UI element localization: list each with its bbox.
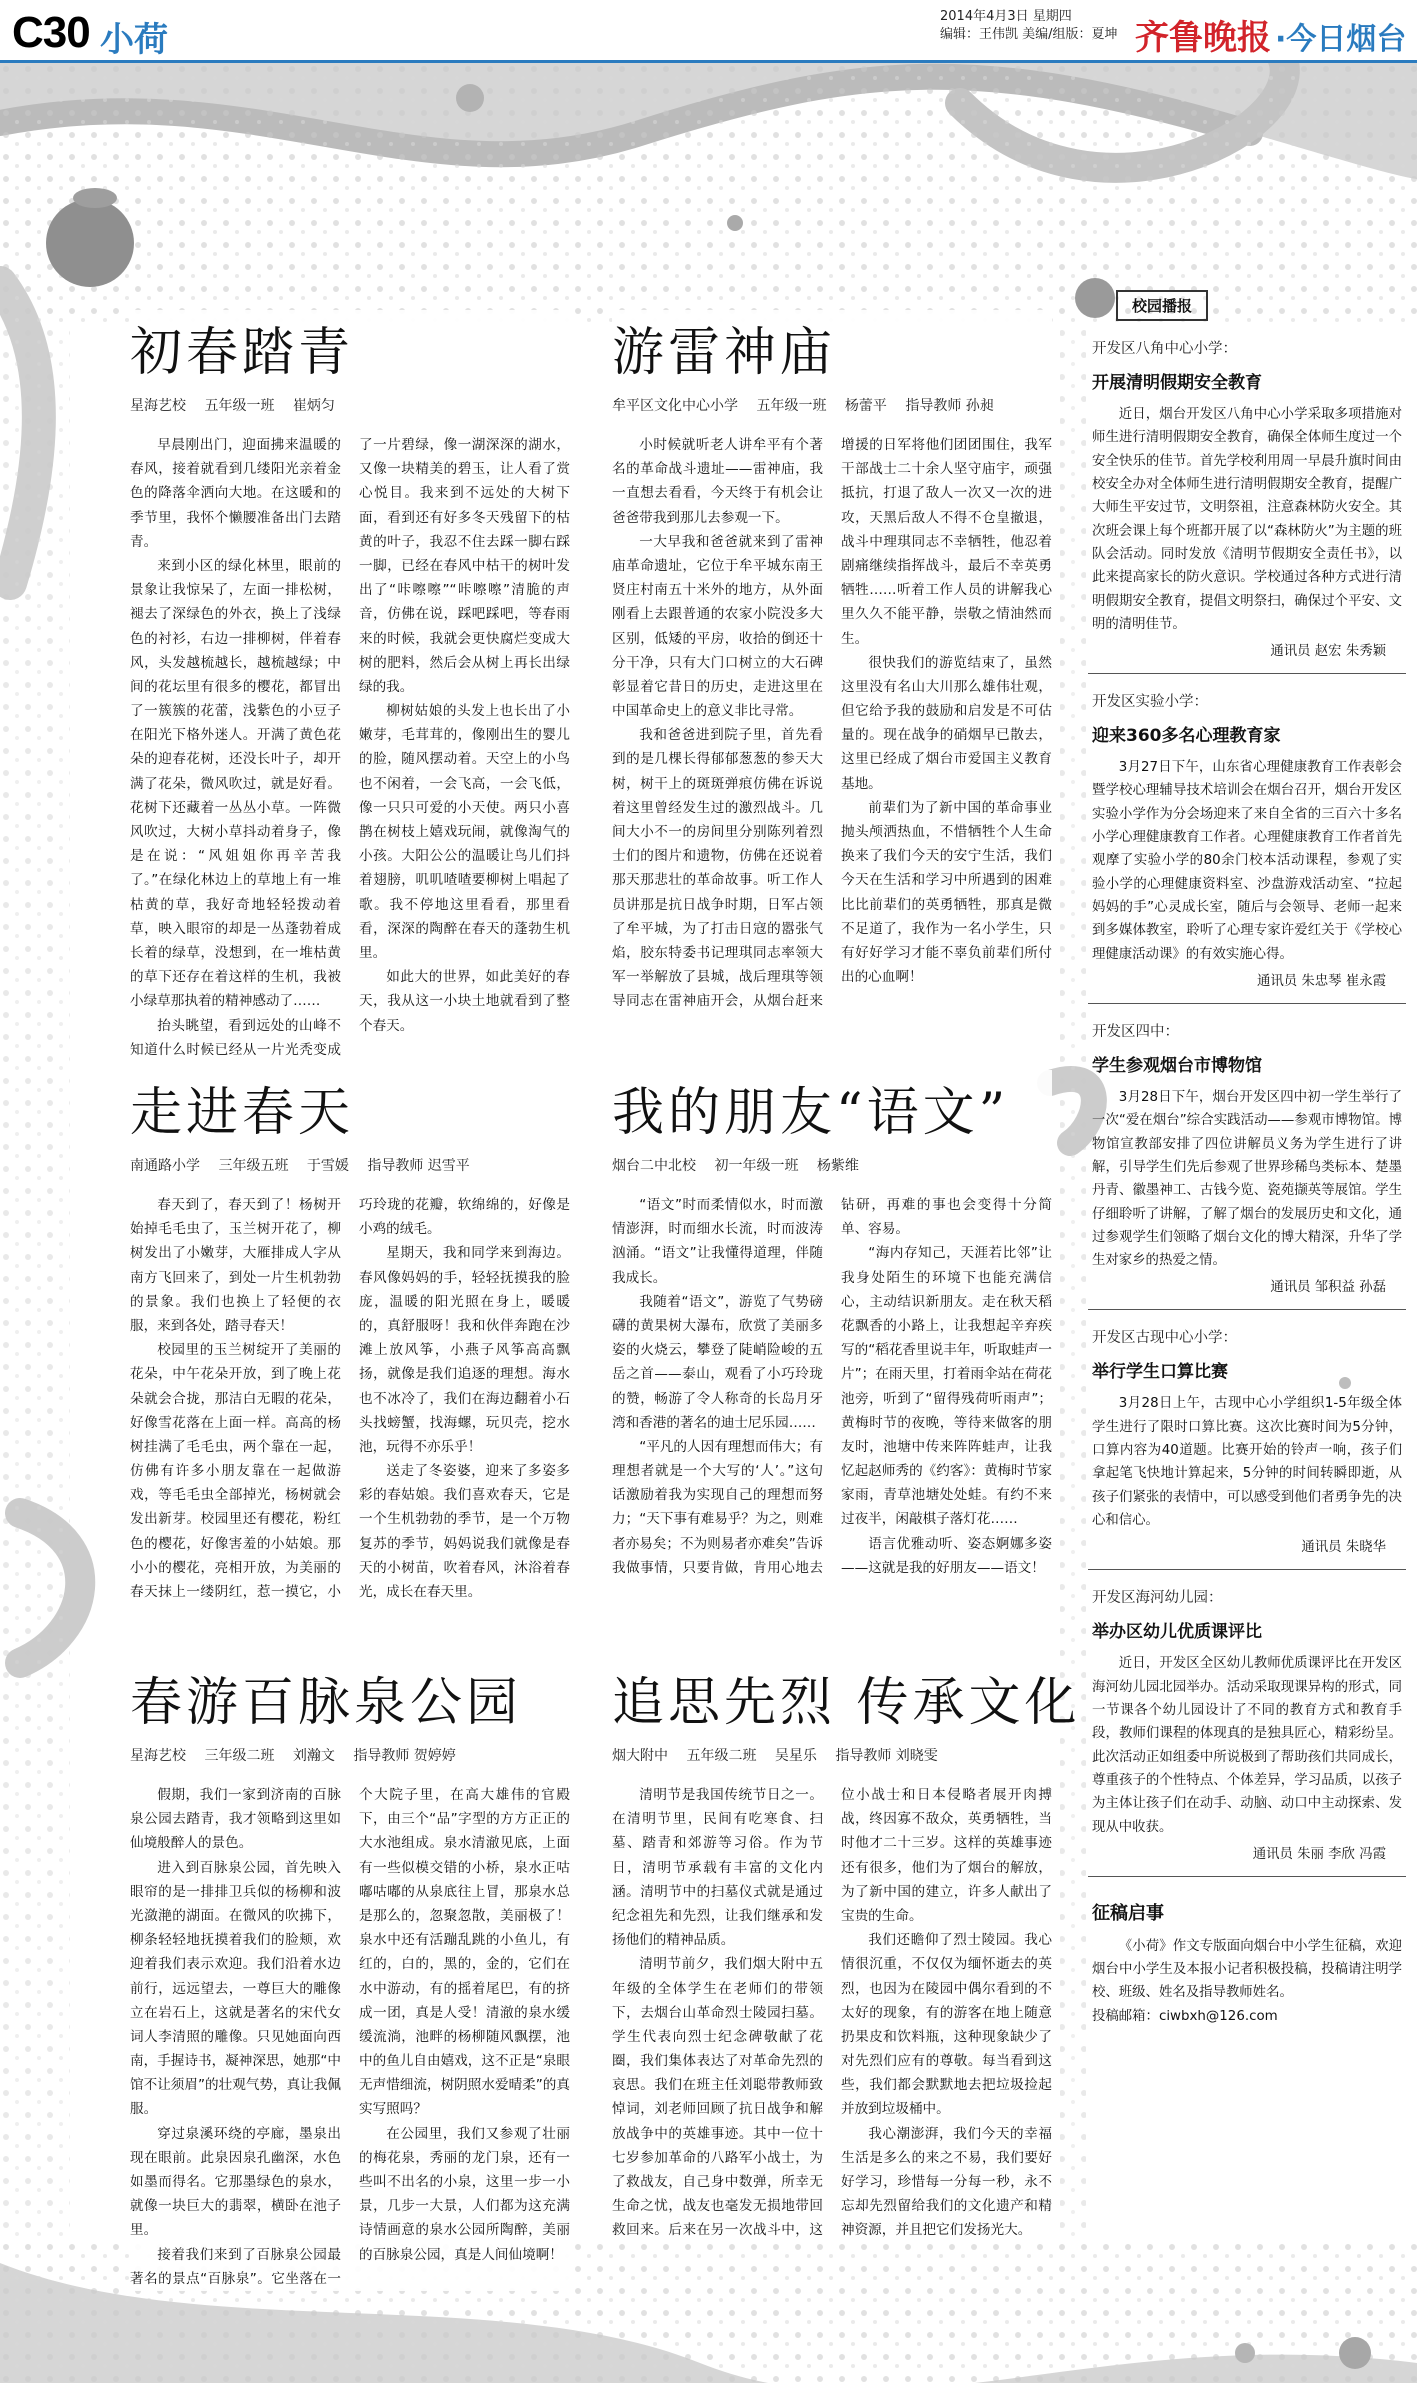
news-brief xyxy=(1088,1020,1406,1311)
article-paragraph: 我随着“语文”，游览了气势磅礴的黄果树大瀑布，欣赏了美丽多姿的火烧云，攀登了陡峭险峻的五岳之首——泰山，观看了小巧玲珑的赞，畅游了令人称奇的长岛月牙湾和香港的著名的迪士尼乐园…… xyxy=(612,1293,823,1431)
byline-author: 杨紫维 xyxy=(816,1158,859,1174)
byline-author: 吴星乐 xyxy=(774,1748,817,1764)
article-title: 初春踏青 xyxy=(130,323,355,383)
byline-author: 于雪媛 xyxy=(306,1158,349,1174)
brief-divider xyxy=(1088,673,1406,674)
brief-title: 开展清明假期安全教育 xyxy=(1092,373,1262,393)
article-paragraph: 穿过泉溪环绕的亭廊，墨泉出现在眼前。此泉因泉孔幽深，水色如墨而得名。它那墨绿色的泉水，就像一块巨大的翡翠，横卧在池子里。 xyxy=(130,2125,341,2239)
call-for-submissions xyxy=(1088,1899,1406,2024)
article-paragraph: 清明节是我国传统节日之一。在清明节里，民间有吃寒食、扫墓、踏青和郊游等习俗。作为节日，清明节承载有丰富的文化内涵。清明节中的扫墓仪式就是通过纪念祖先和先烈，让我们继承和发扬他们的精神品质。 xyxy=(612,1787,823,1949)
article-byline xyxy=(130,1745,570,1765)
byline-school: 烟台二中北校 xyxy=(612,1158,696,1174)
brief-divider xyxy=(1088,1309,1406,1310)
brief-text: 近日，烟台开发区八角中心小学采取多项措施对师生进行清明假期安全教育，确保全体师生度过一个安全快乐的佳节。首先学校利用周一早晨升旗时间由校安全办对全体师生进行清明假期安全教育，提醒广大师生平安过节，文明祭祖，注意森林防火安全。其次班会课上每个班都开展了以“森林防火”为主题的班队会活动。同时发放《清明节假期安全责任书》，以此来提高家长的防火意识。学校通过各种方式进行清明假期安全教育，提倡文明祭扫，确保过个平安、文明的清明佳节。 xyxy=(1092,407,1402,632)
byline-grade: 五年级一班 xyxy=(756,398,827,414)
brief-text: 3月27日下午，山东省心理健康教育工作表彰会暨学校心理辅导技术培训会在烟台召开，烟台开发区实验小学作为分会场迎来了来自全省的三百六十多名小学心理健康教育工作者。心理健康教育工作者首先观摩了实验小学的80余门校本活动课程，参观了实验小学的心理健康资料室、沙盘游戏活动室、“拉起妈妈的手”心灵成长室，随后与会领导、老师一起来到多媒体教室，聆听了心理专家许爱红关于《学校心理健康活动课》的有效实施心得。 xyxy=(1092,760,1402,962)
brief-school: 开发区古现中心小学： xyxy=(1092,1330,1237,1347)
article-byline xyxy=(130,1155,570,1175)
sidebar-heading: 校园播报 xyxy=(1116,290,1208,321)
article-paragraph: 一大早我和爸爸就来到了雷神庙革命遗址，它位于牟平城东南王贤庄村南五十米外的地方，从外面刚看上去跟普通的农家小院没多大区别，低矮的平房，收拾的倒还十分干净，只有大门口树立的大石碑彰显着它昔日的历史，走进这里在中国革命史上的意义非比寻常。 xyxy=(612,533,823,720)
article-body xyxy=(612,433,1052,1014)
brief-reporter: 通讯员 朱丽 李欣 冯霞 xyxy=(1252,1846,1386,1862)
brief-reporter: 通讯员 朱晓华 xyxy=(1301,1540,1386,1556)
article-remember-martyrs xyxy=(612,1660,1081,2243)
byline-author: 刘瀚文 xyxy=(292,1748,335,1764)
brief-divider xyxy=(1088,1569,1406,1570)
newspaper-logo: 齐鲁晚报 xyxy=(1135,18,1271,58)
article-paragraph: 早晨刚出门，迎面拂来温暖的春风，接着就看到几缕阳光亲着金色的降落伞洒向大地。在这暖和的季节里，我怀个懒腰准备出门去踏青。 xyxy=(130,437,341,550)
article-paragraph: 很快我们的游览结束了，虽然这里没有名山大川那么雄伟壮观，但它给予我的鼓励和启发是不可估量的。现在战争的硝烟早已散去，这里已经成了烟台市爱国主义教育基地。 xyxy=(841,654,1052,792)
brief-school: 开发区实验小学： xyxy=(1092,694,1208,711)
article-into-spring xyxy=(130,1070,570,1604)
byline-school: 南通路小学 xyxy=(130,1158,200,1174)
article-title: 春游百脉泉公园 xyxy=(130,1673,523,1733)
byline-school: 星海艺校 xyxy=(130,398,186,414)
article-title: 游雷神庙 xyxy=(612,323,837,383)
article-paragraph: 在公园里，我们又参观了壮丽的梅花泉，秀丽的龙门泉，还有一些叫不出名的小泉，这里一步一小景，几步一大景，人们都为这充满诗情画意的泉水公园所陶醉，美丽的百脉泉公园，真是人间仙境啊！ xyxy=(359,2125,570,2263)
byline-school: 星海艺校 xyxy=(130,1748,186,1764)
article-paragraph: 抬头眺望，看到远处的山峰不知道什么时候已经从一片光秃变成了一片碧绿，像一湖深深的湖水，又像一块精美的碧玉，让人看了赏心悦目。我来到不远处的大树下面，看到还有好多冬天残留下的枯黄的叶子，我忍不住去踩一脚右踩一脚，已经在春风中枯干的树叶发出了“咔嚓嚓”“咔嚓嚓”清脆的声音，仿佛在说，踩吧踩吧，等春雨来的时候，我就会更快腐烂变成大树的肥料，然后会从树上再长出绿绿的我。 xyxy=(130,437,570,1058)
brief-title: 举行学生口算比赛 xyxy=(1092,1362,1228,1383)
byline-grade: 三年级五班 xyxy=(218,1158,289,1174)
article-paragraph: 前辈们为了新中国的革命事业抛头颅洒热血，不惜牺牲个人生命换来了我们今天的安宁生活，我们今天在生活和学习中所遇到的困难比比前辈们的英勇牺牲，那真是微不足道了，我作为一名小学生，只有好好学习才能不辜负前辈们所付出的心血啊！ xyxy=(841,799,1052,986)
article-paragraph: 接着我们来到了百脉泉公园最著名的景点“百脉泉”。它坐落在一个大院子里，在高大雄伟的官殿下，由三个“品”字型的方方正正的大水池组成。泉水清澈见底，上面有一些似模交错的小桥，泉水正咕嘟咕嘟的从泉底往上冒，那泉水总是那么的，忽聚忽散，美丽极了！泉水中还有活蹦乱跳的小鱼儿，有红的，白的，黑的，金的，它们在水中游动，有的摇着尾巴，有的挤成一团，真是人受！清澈的泉水缓缓流淌，池畔的杨柳随风飘摆，池中的鱼儿自由嬉戏，这不正是“泉眼无声惜细流，树阴照水爱晴柔”的真实写照吗？ xyxy=(130,1787,570,2287)
edition-name: ·今日烟台 xyxy=(1275,22,1407,57)
article-paragraph: 星期天，我和同学来到海边。春风像妈妈的手，轻轻抚摸我的脸庞，温暖的阳光照在身上，暖暖的，真舒服呀！我和伙伴奔跑在沙滩上放风筝，小燕子风筝高高飘扬，就像是我们追逐的理想。海水也不冰冷了，我们在海边翻着小石头找螃蟹，找海螺，玩贝壳，挖水池，玩得不亦乐乎！ xyxy=(359,1245,570,1455)
byline-grade: 五年级一班 xyxy=(204,398,275,414)
article-paragraph: “语文”时而柔情似水，时而激情澎湃，时而细水长流，时而波涛汹涌。“语文”让我懂得道理，伴随我成长。 xyxy=(612,1197,823,1286)
brief-title: 学生参观烟台市博物馆 xyxy=(1092,1055,1262,1076)
byline-grade: 三年级二班 xyxy=(204,1748,275,1764)
byline-author: 杨蕾平 xyxy=(844,398,887,414)
article-byline xyxy=(130,395,570,415)
article-paragraph: 我们还瞻仰了烈士陵园。我心情很沉重，不仅仅为缅怀逝去的英烈，也因为在陵园中偶尔看到的不太好的现象，有的游客在地上随意扔果皮和饮料瓶，这种现象缺少了对先烈们应有的尊敬。每当看到这些，我们都会默默地去把垃圾捡起并放到垃圾桶中。 xyxy=(841,1932,1052,2118)
article-body xyxy=(130,433,570,1062)
news-brief xyxy=(1088,1586,1406,1877)
article-paragraph: 我心潮澎湃，我们今天的幸福生活是多么的来之不易，我们要好好学习，珍惜每一分每一秒，永不忘却先烈留给我们的文化遗产和精神资源，并且把它们发扬光大。 xyxy=(841,2125,1052,2239)
byline-school: 烟大附中 xyxy=(612,1748,668,1764)
byline-school: 牟平区文化中心小学 xyxy=(612,398,738,414)
call-text: 《小荷》作文专版面向烟台中小学生征稿，欢迎烟台中小学生及本报小记者积极投稿，投稿请注明学校、班级、姓名及指导教师姓名。 xyxy=(1092,1938,1402,2001)
article-paragraph: 来到小区的绿化林里，眼前的景象让我惊呆了，左面一排松树，褪去了深绿色的外衣，换上了浅绿色的衬衫，右边一排柳树，伴着春风，头发越梳越长，越梳越绿；中间的花坛里有很多的樱花，都冒出了一簇簇的花蕾，浅紫色的小豆子在阳光下格外迷人。开满了黄色花朵的迎春花树，还没长叶子，却开满了花朵，微风吹过，就是好看。花树下还藏着一丛丛小草。一阵微风吹过，大树小草抖动着身子，像是在说：“风姐姐你再辛苦我了。”在绿化林边上的草地上有一堆枯黄的草，我好奇地轻轻拨动着草，映入眼帘的却是一丛蓬勃着成长着的绿草，没想到，在一堆枯黄的草下还存在着这样的生机，我被小绿草那执着的精神感动了…… xyxy=(130,557,341,1010)
campus-news-sidebar xyxy=(1088,290,1406,2024)
brief-reporter: 通讯员 朱忠琴 崔永霞 xyxy=(1256,973,1386,989)
article-body xyxy=(130,1193,570,1604)
brief-title: 迎来360多名心理教育家 xyxy=(1092,726,1281,747)
page-number: C30 xyxy=(12,8,90,57)
brief-divider xyxy=(1088,1003,1406,1004)
byline-grade: 初一年级一班 xyxy=(714,1158,799,1174)
byline-grade: 五年级二班 xyxy=(686,1748,757,1764)
byline-author: 崔炳匀 xyxy=(292,398,335,414)
article-paragraph: 春天到了，春天到了！杨树开始掉毛毛虫了，玉兰树开花了，柳树发出了小嫩芽，大雁排成人字从南方飞回来了，到处一片生机勃勃的景象。我们也换上了轻便的衣服，来到各处，踏寻春天！ xyxy=(130,1197,341,1334)
brief-reporter: 通讯员 邹积益 孙磊 xyxy=(1270,1280,1386,1296)
brief-reporter: 通讯员 赵宏 朱秀颖 xyxy=(1270,644,1386,660)
byline-teacher: 指导教师 迟雪平 xyxy=(367,1158,470,1174)
article-paragraph: “海内存知己，天涯若比邻”让我身处陌生的环境下也能充满信心，主动结识新朋友。走在秋天稻花飘香的小路上，让我想起辛弃疾写的“稻花香里说丰年，听取蛙声一片”；在雨天里，打着雨伞站在荷花池旁，听到了“留得残荷听雨声”；黄梅时节的夜晚，等待来做客的朋友时，池塘中传来阵阵蛙声，让我忆起赵师秀的《约客》：黄梅时节家家雨，青草池塘处处蛙。有约不来过夜半，闲敲棋子落灯花…… xyxy=(841,1245,1052,1528)
issue-date: 2014年4月3日 星期四 xyxy=(940,9,1072,24)
article-paragraph: “平凡的人因有理想而伟大；有理想者就是一个大写的‘人’。”这句话激励着我为实现自己的理想而努力；“天下事有难易乎？为之，则难者亦易矣；不为则易者亦难矣”告诉我做事情，只要肯做，肯用心地去钻研，再难的事也会变得十分简单、容易。 xyxy=(612,1197,1052,1576)
issue-meta xyxy=(940,8,1118,44)
article-byline xyxy=(612,395,1052,415)
article-byline xyxy=(612,1745,1052,1765)
submission-email[interactable]: 投稿邮箱：ciwbxh@126.com xyxy=(1092,2008,1278,2024)
article-title: 走进春天 xyxy=(130,1083,355,1143)
article-paragraph: 小时候就听老人讲牟平有个著名的革命战斗遗址——雷神庙，我一直想去看看，今天终于有机会让爸爸带我到那儿去参观一下。 xyxy=(612,437,823,526)
news-brief xyxy=(1088,1326,1406,1570)
article-paragraph: 语言优雅动听、姿态婀娜多姿——这就是我的好朋友——语文！ xyxy=(841,1535,1052,1576)
article-paragraph: 如此大的世界，如此美好的春天，我从这一小块土地就看到了整个春天。 xyxy=(359,969,570,1034)
article-paragraph: 我和爸爸进到院子里，首先看到的是几棵长得郁郁葱葱的参天大树，树干上的斑斑弹痕仿佛在诉说着这里曾经发生过的激烈战斗。几间大小不一的房间里分别陈列着烈士们的图片和遗物，仿佛在还说着那天那悲壮的革命故事。听工作人员讲那是抗日战争时期，日军占领了牟平城，为了打击日寇的嚣张气焰，胶东特委书记理琪同志率领大军一举解放了县城，战后理琪等领导同志在雷神庙开会，从烟台赶来增援的日军将他们团团围住，我军干部战士二十余人坚守庙宇，顽强抵抗，打退了敌人一次又一次的进攻，天黑后敌人不得不仓皇撤退，战斗中理琪同志不幸牺牲，他忍着剧痛继续指挥战斗，最后不幸英勇牺牲……听着工作人员的讲解我心里久久不能平静，崇敬之情油然而生。 xyxy=(612,437,1052,1010)
article-baimai-spring-park xyxy=(130,1660,570,2291)
brief-text: 近日，开发区全区幼儿教师优质课评比在开发区海河幼儿园北园举办。活动采取现课异构的形式，同一节课各个幼儿园设计了不同的教育方式和教育手段，教师们课程的体现真的是独具匠心，精彩纷呈。此次活动正如组委中所说极到了帮助孩们共同成长，尊重孩子的个性特点、个体差异，学习品质，以孩子为主体让孩子们在动手、动脑、动口中主动探索、发现从中收获。 xyxy=(1092,1656,1402,1835)
byline-teacher: 指导教师 孙昶 xyxy=(905,398,994,414)
section-name: 小荷 xyxy=(100,20,168,60)
editors-line: 编辑：王伟凯 美编/组版：夏坤 xyxy=(940,27,1118,42)
article-leishen-temple xyxy=(612,310,1052,1014)
brief-school: 开发区八角中心小学： xyxy=(1092,341,1237,357)
news-brief xyxy=(1088,337,1406,674)
article-body xyxy=(130,1783,570,2291)
news-brief xyxy=(1088,690,1406,1004)
call-title: 征稿启事 xyxy=(1092,1902,1164,1924)
article-paragraph: 假期，我们一家到济南的百脉泉公园去踏青，我才领略到这里如仙境般醉人的景色。 xyxy=(130,1787,341,1852)
brief-divider xyxy=(1088,1876,1406,1877)
article-paragraph: 进入到百脉泉公园，首先映入眼帘的是一排排卫兵似的杨柳和波光潋滟的湖面。在微风的吹拂下，柳条轻轻地抚摸着我们的脸颊，欢迎着我们表示欢迎。我们沿着水边前行，远远望去，一尊巨大的雕像立在岩石上，这就是著名的宋代女词人李清照的雕像。只见她面向西南，手握诗书，凝神深思，她那“中馆不让须眉”的壮观气势，真让我佩服。 xyxy=(130,1859,341,2118)
masthead xyxy=(0,0,1417,62)
article-byline xyxy=(612,1155,1052,1175)
brief-text: 3月28日上午，古现中心小学组织1-5年级全体学生进行了限时口算比赛。这次比赛时间为5分钟，口算内容为40道题。比赛开始的铃声一响，孩子们拿起笔飞快地计算起来，5分钟的时间转瞬即逝，从孩子们紧张的表情中，可以感受到他们者勇争先的决心和信心。 xyxy=(1092,1396,1402,1528)
brief-title: 举办区幼儿优质课评比 xyxy=(1092,1622,1262,1643)
byline-teacher: 指导教师 贺婷婷 xyxy=(353,1748,456,1764)
article-paragraph: 校园里的玉兰树绽开了美丽的花朵，中午花朵开放，到了晚上花朵就会合拢，那洁白无暇的花朵，好像雪花落在上面一样。高高的杨树挂满了毛毛虫，两个靠在一起，仿佛有许多小朋友靠在一起做游戏，等毛毛虫全部掉光，杨树就会发出新芽。校园里还有樱花，粉红色的樱花，好像害羞的小姑娘。那小小的樱花，亮相开放，为美丽的春天抹上一缕阴红，惹一摸它，小巧玲珑的花瓣，软绵绵的，好像是小鸡的绒毛。 xyxy=(130,1197,570,1600)
article-paragraph: 清明节前夕，我们烟大附中五年级的全体学生在老师们的带领下，去烟台山革命烈士陵园扫墓。学生代表向烈士纪念碑敬献了花圈，我们集体表达了对革命先烈的哀思。我们在班主任刘聪带教师致悼词，刘老师回顾了抗日战争和解放战争中的英雄事迹。其中一位十七岁参加革命的八路军小战士，为了救战友，自己身中数弹，所幸无生命之忧，战友也毫发无损地带回救回来。后来在另一次战斗中，这位小战士和日本侵略者展开肉搏战，终因寡不敌众，英勇牺牲，当时他才二十三岁。这样的英雄事迹还有很多，他们为了烟台的解放，为了新中国的建立，许多人献出了宝贵的生命。 xyxy=(612,1787,1052,2239)
article-body xyxy=(612,1783,1052,2243)
brief-school: 开发区四中： xyxy=(1092,1023,1179,1040)
article-my-friend-chinese xyxy=(612,1070,1052,1580)
article-body xyxy=(612,1193,1052,1580)
article-title: 我的朋友“语文” xyxy=(612,1083,1010,1143)
brief-text: 3月28日下午，烟台开发区四中初一学生举行了一次“爱在烟台”综合实践活动——参观市博物馆。博物馆宣教部安排了四位讲解员义务为学生进行了讲解，引导学生们先后参观了世界珍稀鸟类标本、楚墨丹青、徽墨神工、古钱今览、瓷苑撷英等展馆。学生仔细聆听了讲解，了解了烟台的发展历史和文化，通过参观学生们领略了烟台文化的博大精深，升华了学生对家乡的热爱之情。 xyxy=(1092,1089,1402,1269)
article-spring-outing xyxy=(130,310,570,1062)
brief-school: 开发区海河幼儿园： xyxy=(1092,1590,1223,1607)
byline-teacher: 指导教师 刘晓雯 xyxy=(835,1748,938,1764)
article-paragraph: 柳树姑娘的头发上也长出了小嫩芽，毛茸茸的，像刚出生的婴儿的脸，随风摆动着。天空上的小鸟也不闲着，一会飞高，一会飞低，像一只只可爱的小天使。两只小喜鹊在树枝上嬉戏玩闹，就像淘气的小孩。大阳公公的温暖让鸟儿们抖着翅膀，叽叽喳喳要柳树上唱起了歌。我不停地这里看看，那里看看，深深的陶醉在春天的蓬勃生机里。 xyxy=(359,703,570,961)
article-title: 追思先烈 传承文化 xyxy=(612,1673,1081,1733)
article-paragraph: 送走了冬姿婆，迎来了多姿多彩的春姑娘。我们喜欢春天，它是一个生机勃勃的季节，是一个万物复苏的季节，妈妈说我们就像是春天的小树苗，吹着春风，沐浴着春光，成长在春天里。 xyxy=(359,1463,570,1600)
